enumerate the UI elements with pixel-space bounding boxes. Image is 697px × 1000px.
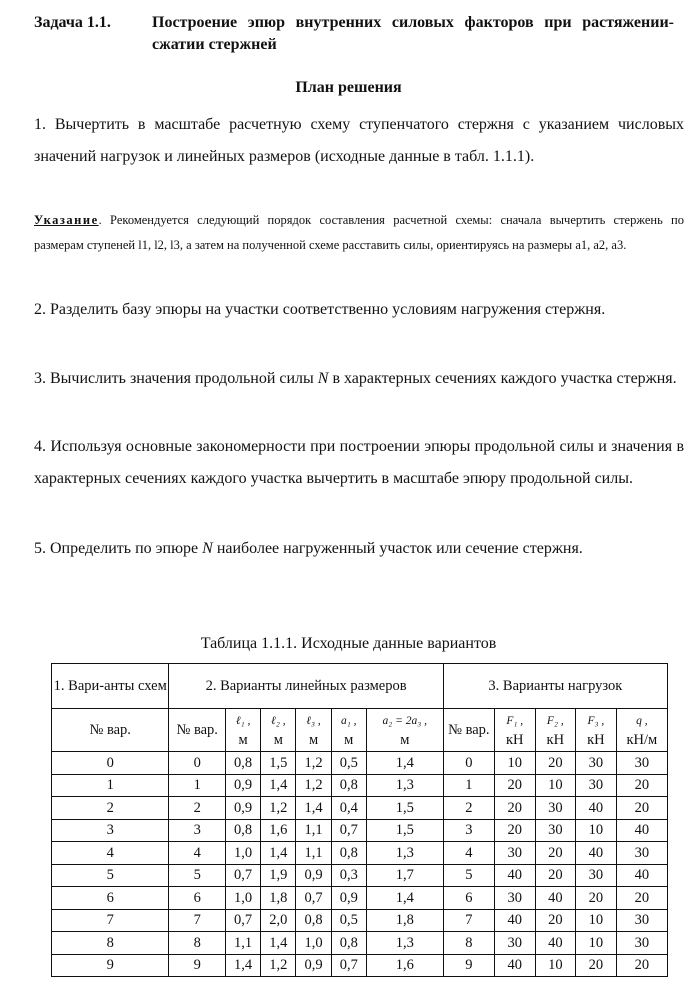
table-cell: 1,2 <box>261 797 296 820</box>
table-cell: 10 <box>535 954 576 977</box>
table-cell: 5 <box>52 864 169 887</box>
table-cell: 1,1 <box>296 842 331 865</box>
table-cell: 20 <box>494 819 535 842</box>
col-f1-symbol: F₁ , <box>506 714 524 727</box>
table-cell: 1 <box>443 774 494 797</box>
col-q-unit: кН/м <box>626 731 658 748</box>
table-cell: 20 <box>576 887 617 910</box>
col-f2-unit: кН <box>546 731 565 748</box>
table-cell: 0,8 <box>331 842 366 865</box>
table-cell: 7 <box>52 909 169 932</box>
table-row <box>52 909 668 932</box>
table-cell: 20 <box>576 954 617 977</box>
table-cell: 20 <box>535 842 576 865</box>
col-l3-unit: м <box>308 731 319 748</box>
table-cell: 40 <box>535 887 576 910</box>
step-5-text-b: наиболее нагруженный участок или сечение стержня. <box>216 540 583 557</box>
step-4: 4. Используя основные закономерности при построении эпюры продольной силы и значения в характерных сечениях каждого участка вычертить в масштабе эпюру продольной силы. <box>34 438 684 487</box>
table-cell: 40 <box>494 909 535 932</box>
table-cell: 0,9 <box>296 864 331 887</box>
col-header-f2 <box>535 709 576 752</box>
table-cell: 0,5 <box>331 909 366 932</box>
table-cell: 40 <box>616 864 667 887</box>
table-row <box>52 864 668 887</box>
col-header-a2 <box>366 709 443 752</box>
table-cell: 4 <box>443 842 494 865</box>
col-header-a1 <box>331 709 366 752</box>
table-cell: 20 <box>535 909 576 932</box>
table-cell: 2 <box>443 797 494 820</box>
table-cell: 10 <box>576 909 617 932</box>
table-cell: 1,2 <box>261 954 296 977</box>
col-f2-symbol: F₂ , <box>546 714 564 727</box>
step-3 <box>34 361 684 397</box>
table-cell: 8 <box>169 932 226 955</box>
table-cell: 1,1 <box>226 932 261 955</box>
table-cell: 2,0 <box>261 909 296 932</box>
step-2: 2. Разделить базу эпюры на участки соответственно условиям нагружения стержня. <box>34 301 606 318</box>
table-cell: 1,4 <box>226 954 261 977</box>
col-a1-symbol: a₁ , <box>341 714 357 727</box>
table-cell: 20 <box>616 797 667 820</box>
table-cell: 0,3 <box>331 864 366 887</box>
table-cell: 40 <box>576 842 617 865</box>
table-cell: 1,4 <box>366 887 443 910</box>
table-cell: 2 <box>52 797 169 820</box>
table-cell: 1,1 <box>296 819 331 842</box>
table-cell: 0,7 <box>226 909 261 932</box>
table-cell: 30 <box>535 797 576 820</box>
table-cell: 1,8 <box>261 887 296 910</box>
table-cell: 7 <box>443 909 494 932</box>
table-cell: 20 <box>494 774 535 797</box>
table-cell: 20 <box>535 864 576 887</box>
table-cell: 20 <box>616 954 667 977</box>
table-cell: 10 <box>494 752 535 775</box>
table-cell: 30 <box>576 774 617 797</box>
table-cell: 0,8 <box>331 774 366 797</box>
table-cell: 8 <box>52 932 169 955</box>
table-cell: 6 <box>52 887 169 910</box>
table-row <box>52 797 668 820</box>
col-header-scheme-no: № вар. <box>52 709 169 752</box>
col-header-q <box>616 709 667 752</box>
table-cell: 1,7 <box>366 864 443 887</box>
table-cell: 40 <box>535 932 576 955</box>
col-l1-symbol: ℓ₁ , <box>235 714 251 727</box>
table-cell: 20 <box>494 797 535 820</box>
table-cell: 1,2 <box>296 774 331 797</box>
table-cell: 1 <box>52 774 169 797</box>
table-body <box>52 752 668 977</box>
col-header-lin-no: № вар. <box>169 709 226 752</box>
table-cell: 0,7 <box>331 819 366 842</box>
table-cell: 10 <box>535 774 576 797</box>
table-cell: 30 <box>616 842 667 865</box>
table-row <box>52 774 668 797</box>
table-cell: 30 <box>494 842 535 865</box>
table-cell: 20 <box>535 752 576 775</box>
table-cell: 40 <box>494 864 535 887</box>
step-3-var-n: N <box>317 370 329 387</box>
step-1: 1. Вычертить в масштабе расчетную схему ступенчатого стержня с указанием числовых значений нагрузок и линейных размеров (исходные данные в табл. 1.1.1). <box>34 116 684 165</box>
table-cell: 1,6 <box>261 819 296 842</box>
col-l1-unit: м <box>238 731 248 748</box>
table-cell: 30 <box>535 819 576 842</box>
table-cell: 10 <box>576 932 617 955</box>
table-cell: 2 <box>169 797 226 820</box>
table-row <box>52 954 668 977</box>
step-3-text-a: 3. Вычислить значения продольной силы <box>34 370 314 387</box>
table-cell: 1,6 <box>366 954 443 977</box>
table-cell: 30 <box>616 909 667 932</box>
col-q-symbol: q , <box>636 714 648 727</box>
table-cell: 10 <box>576 819 617 842</box>
table-cell: 1,9 <box>261 864 296 887</box>
col-f1-unit: кН <box>505 731 524 748</box>
table-cell: 20 <box>616 887 667 910</box>
table-cell: 40 <box>494 954 535 977</box>
table-cell: 3 <box>443 819 494 842</box>
table-row <box>52 752 668 775</box>
table-cell: 3 <box>52 819 169 842</box>
table-cell: 1,3 <box>366 842 443 865</box>
col-l2-unit: м <box>273 731 283 748</box>
task-title: Построение эпюр внутренних силовых факторов при растяжении-сжатии стержней <box>152 14 674 53</box>
col-header-f1 <box>494 709 535 752</box>
table-cell: 0,8 <box>331 932 366 955</box>
group-header-loads: 3. Варианты нагрузок <box>443 664 667 709</box>
table-caption: Таблица 1.1.1. Исходные данные вариантов <box>200 635 497 652</box>
col-header-f3 <box>576 709 617 752</box>
note-key: Указание <box>34 213 99 227</box>
table-cell: 9 <box>443 954 494 977</box>
table-cell: 30 <box>494 887 535 910</box>
note-text: . Рекомендуется следующий порядок составления расчетной схемы: сначала вычертить стержень по размерам ступеней l1, l2, l3, а затем на полученной схеме расставить силы, ориентируясь на размеры a1, a2, a3. <box>34 213 684 252</box>
table-cell: 30 <box>576 864 617 887</box>
variants-table <box>51 663 668 977</box>
table-cell: 1 <box>169 774 226 797</box>
task-header <box>34 12 674 56</box>
col-l3-symbol: ℓ₃ , <box>306 714 321 727</box>
table-cell: 0,5 <box>331 752 366 775</box>
table-cell: 1,3 <box>366 932 443 955</box>
table-cell: 7 <box>169 909 226 932</box>
table-cell: 1,0 <box>226 842 261 865</box>
plan-heading: План решения <box>295 79 402 96</box>
table-cell: 30 <box>494 932 535 955</box>
table-cell: 40 <box>576 797 617 820</box>
col-a2-symbol: a₂ = 2a₃ , <box>382 714 428 727</box>
col-a1-unit: м <box>344 731 354 748</box>
group-header-schemes: 1. Вари-анты схем <box>52 664 169 709</box>
step-5-var-n: N <box>202 540 213 557</box>
table-cell: 6 <box>169 887 226 910</box>
table-cell: 0,8 <box>226 819 261 842</box>
table-cell: 5 <box>443 864 494 887</box>
table-cell: 3 <box>169 819 226 842</box>
table-cell: 30 <box>576 752 617 775</box>
step-3-text-b: в характерных сечениях каждого участка стержня. <box>332 370 677 387</box>
table-cell: 1,5 <box>261 752 296 775</box>
task-number: Задача 1.1. <box>34 14 111 31</box>
table-cell: 8 <box>443 932 494 955</box>
step-5-text-a: 5. Определить по эпюре <box>34 540 199 557</box>
table-cell: 0,7 <box>296 887 331 910</box>
table-cell: 1,4 <box>261 932 296 955</box>
table-cell: 1,5 <box>366 819 443 842</box>
table-cell: 20 <box>616 774 667 797</box>
col-f3-symbol: F₃ , <box>587 714 605 727</box>
table-cell: 1,0 <box>296 932 331 955</box>
table-cell: 0,7 <box>331 954 366 977</box>
table-cell: 0,9 <box>296 954 331 977</box>
table-row <box>52 842 668 865</box>
table-cell: 5 <box>169 864 226 887</box>
table-cell: 4 <box>52 842 169 865</box>
table-cell: 6 <box>443 887 494 910</box>
col-header-l1 <box>226 709 261 752</box>
table-cell: 1,4 <box>296 797 331 820</box>
step-5 <box>34 531 684 567</box>
table-cell: 0 <box>443 752 494 775</box>
group-header-linear: 2. Варианты линейных размеров <box>169 664 443 709</box>
table-cell: 0,7 <box>226 864 261 887</box>
table-cell: 1,8 <box>366 909 443 932</box>
col-f3-unit: кН <box>587 731 605 748</box>
table-cell: 1,3 <box>366 774 443 797</box>
table-cell: 4 <box>169 842 226 865</box>
table-cell: 1,4 <box>261 774 296 797</box>
table-cell: 0,9 <box>331 887 366 910</box>
table-cell: 0 <box>52 752 169 775</box>
table-cell: 0,8 <box>226 752 261 775</box>
table-row <box>52 887 668 910</box>
table-cell: 0,8 <box>296 909 331 932</box>
note-paragraph <box>34 208 684 258</box>
table-cell: 30 <box>616 752 667 775</box>
table-cell: 1,4 <box>261 842 296 865</box>
table-row <box>52 932 668 955</box>
col-header-load-no: № вар. <box>443 709 494 752</box>
table-cell: 0,4 <box>331 797 366 820</box>
table-cell: 1,2 <box>296 752 331 775</box>
table-cell: 9 <box>52 954 169 977</box>
col-l2-symbol: ℓ₂ , <box>271 714 286 727</box>
table-cell: 1,4 <box>366 752 443 775</box>
col-a2-unit: м <box>400 731 410 748</box>
table-cell: 1,0 <box>226 887 261 910</box>
table-cell: 0,9 <box>226 774 261 797</box>
table-cell: 40 <box>616 819 667 842</box>
col-header-l3 <box>296 709 331 752</box>
col-header-l2 <box>261 709 296 752</box>
table-cell: 0 <box>169 752 226 775</box>
table-row <box>52 819 668 842</box>
table-cell: 9 <box>169 954 226 977</box>
table-cell: 1,5 <box>366 797 443 820</box>
table-cell: 0,9 <box>226 797 261 820</box>
table-cell: 30 <box>616 932 667 955</box>
